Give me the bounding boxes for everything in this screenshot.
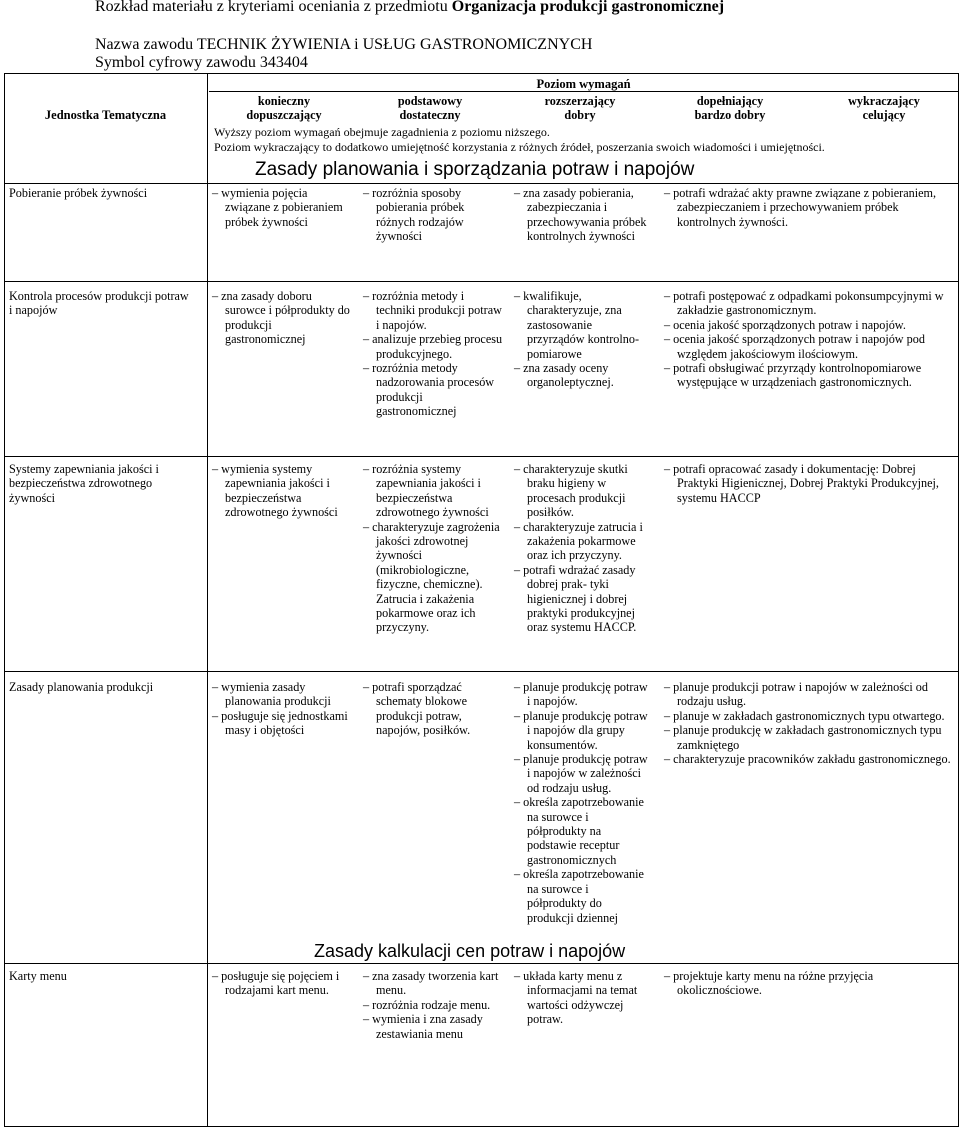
unit-cell: Karty menu [9,969,67,983]
level4-cell [664,969,954,998]
level-header-4 [655,94,805,123]
requirements-note-2: Poziom wykraczający to dodatkowo umiejętność korzystania z różnych źródeł, poszerzania swoich wiadomości i umiejętności. [214,140,825,154]
section-heading-pricing: Zasady kalkulacji cen potraw i napojów [314,941,626,961]
title-prefix: Rozkład materiału z kryteriami oceniania z przedmiotu [95,0,452,15]
list-item: – charakteryzuje zatrucia i zakażenia pokarmowe oraz ich przyczyny. [514,520,650,563]
level4-cell [664,289,954,390]
row-border-2 [4,456,959,457]
section-heading-planning: Zasady planowania i sporządzania potraw i napojów [255,159,695,180]
level-header-2 [355,94,505,123]
level2-cell [363,969,503,1041]
list-item: – układa karty menu z informacjami na temat wartości odżywczej potraw. [514,969,650,1027]
list-item: – potrafi opracować zasady i dokumentację: Dobrej Praktyki Higienicznej, Dobrej Praktyki Produkcyjnej, systemu HACCP [664,462,954,505]
list-item: – ocenia jakość sporządzonych potraw i napojów pod względem jakościowym ilościowym. [664,332,954,361]
list-item: – planuje produkcję potraw i napojów. [514,680,650,709]
list-item: – zna zasady oceny organoleptycznej. [514,361,650,390]
list-item: – posługuje się pojęciem i rodzajami kart menu. [212,969,352,998]
list-item: – planuje produkcję potraw i napojów w zależności od rodzaju usług. [514,752,650,795]
level3-cell [514,186,650,244]
level1-cell [212,186,352,229]
unit-cell: Zasady planowania produkcji [9,680,154,694]
level4-cell [664,186,954,229]
unit-cell: Pobieranie próbek żywności [9,186,148,200]
level3-cell [514,289,650,390]
level3-cell [514,680,650,925]
level1-cell [212,680,352,738]
row-border-4 [4,963,959,964]
row-border-3 [4,671,959,672]
list-item: – określa zapotrzebowanie na surowce i półprodukty do produkcji dziennej [514,867,650,925]
list-item: – rozróżnia systemy zapewniania jakości i bezpieczeństwa zdrowotnego żywności [363,462,503,520]
list-item: – zna zasady doboru surowce i półprodukty do produkcji gastronomicznej [212,289,352,347]
table-top-border [4,73,959,74]
level1-cell [212,462,352,520]
header-bottom-border [4,183,959,184]
profession-name: Nazwa zawodu TECHNIK ŻYWIENIA i USŁUG GASTRONOMICZNYCH [95,36,593,53]
list-item: – wymienia i zna zasady zestawiania menu [363,1012,503,1041]
level-header-1 [209,94,359,123]
list-item: – planuje produkcji potraw i napojów w zależności od rodzaju usług. [664,680,954,709]
level-header-3 [505,94,655,123]
unit-cell: Systemy zapewniania jakości i bezpieczeństwa zdrowotnego żywności [9,462,159,505]
list-item: – potrafi obsługiwać przyrządy kontrolnopomiarowe występujące w urządzeniach gastronomicznych. [664,361,954,390]
profession-code: Symbol cyfrowy zawodu 343404 [95,54,308,71]
level1-cell [212,289,352,347]
row-border-1 [4,281,959,282]
list-item: – charakteryzuje zagrożenia jakości zdrowotnej żywności (mikrobiologiczne, fizyczne, chemiczne). Zatrucia i zakażenia pokarmowe oraz ich przyczyny. [363,520,503,635]
level-grade: celujący [862,108,906,123]
list-item: – rozróżnia metody i techniki produkcji potraw i napojów. [363,289,503,332]
level-grade: dopuszczający [246,108,322,123]
document-title [95,0,724,16]
table-right-border [958,73,959,1127]
level-grade: dostateczny [399,108,461,123]
list-item: – charakteryzuje pracowników zakładu gastronomicznego. [664,752,954,766]
list-item: – rozróżnia sposoby pobierania próbek różnych rodzajów żywności [363,186,503,244]
list-item: – charakteryzuje skutki braku higieny w procesach produkcji posiłków. [514,462,650,520]
level3-cell [514,969,650,1027]
list-item: – posługuje się jednostkami masy i objętości [212,709,352,738]
table-left-border [4,73,5,1127]
requirements-header: Poziom wymagań [536,77,631,91]
level4-cell [664,462,954,505]
level2-cell [363,462,503,635]
list-item: – planuje w zakładach gastronomicznych typu otwartego. [664,709,954,723]
level-name: konieczny [257,94,311,108]
list-item: – zna zasady pobierania, zabezpieczania i przechowywania próbek kontrolnych żywności [514,186,650,244]
list-item: – kwalifikuje, charakteryzuje, zna zastosowanie przyrządów kontrolno-pomiarowe [514,289,650,361]
title-subject: Organizacja produkcji gastronomicznej [451,0,725,15]
requirements-note-1: Wyższy poziom wymagań obejmuje zagadnienia z poziomu niższego. [214,125,550,139]
list-item: – projektuje karty menu na różne przyjęcia okolicznościowe. [664,969,954,998]
level1-cell [212,969,352,998]
level-name: dopełniający [696,94,764,108]
level2-cell [363,289,503,419]
list-item: – rozróżnia rodzaje menu. [363,998,503,1012]
list-item: – planuje produkcję potraw i napojów dla grupy konsumentów. [514,709,650,752]
list-item: – wymienia pojęcia związane z pobieraniem próbek żywności [212,186,352,229]
unit-column-header: Jednostka Tematyczna [44,108,167,122]
level-grade: bardzo dobry [694,108,766,123]
level-header-5 [810,94,958,123]
level2-cell [363,680,503,738]
level3-cell [514,462,650,635]
unit-column-divider [207,73,208,1127]
level4-cell [664,680,954,766]
list-item: – potrafi sporządzać schematy blokowe produkcji potraw, napojów, posiłków. [363,680,503,738]
list-item: – wymienia zasady planowania produkcji [212,680,352,709]
level2-cell [363,186,503,244]
table-bottom-border [4,1126,959,1127]
list-item: – potrafi wdrażać zasady dobrej prak- tyki higienicznej i dobrej praktyki produkcyjnej oraz systemu HACCP. [514,563,650,635]
list-item: – wymienia systemy zapewniania jakości i bezpieczeństwa zdrowotnego żywności [212,462,352,520]
level-name: rozszerzający [544,94,616,108]
list-item: – potrafi wdrażać akty prawne związane z pobieraniem, zabezpieczaniem i przechowywaniem próbek kontrolnych żywności. [664,186,954,229]
list-item: – potrafi postępować z odpadkami pokonsumpcyjnymi w zakładzie gastronomicznym. [664,289,954,318]
level-name: podstawowy [397,94,463,108]
list-item: – ocenia jakość sporządzonych potraw i napojów. [664,318,954,332]
list-item: – analizuje przebieg procesu produkcyjnego. [363,332,503,361]
list-item: – planuje produkcję w zakładach gastronomicznych typu zamkniętego [664,723,954,752]
list-item: – rozróżnia metody nadzorowania procesów produkcji gastronomicznej [363,361,503,419]
list-item: – zna zasady tworzenia kart menu. [363,969,503,998]
level-grade: dobry [564,108,596,123]
level-name: wykraczający [848,94,920,108]
list-item: – określa zapotrzebowanie na surowce i półprodukty na podstawie receptur gastronomicznych [514,795,650,867]
unit-cell: Kontrola procesów produkcji potraw i napojów [9,289,189,318]
